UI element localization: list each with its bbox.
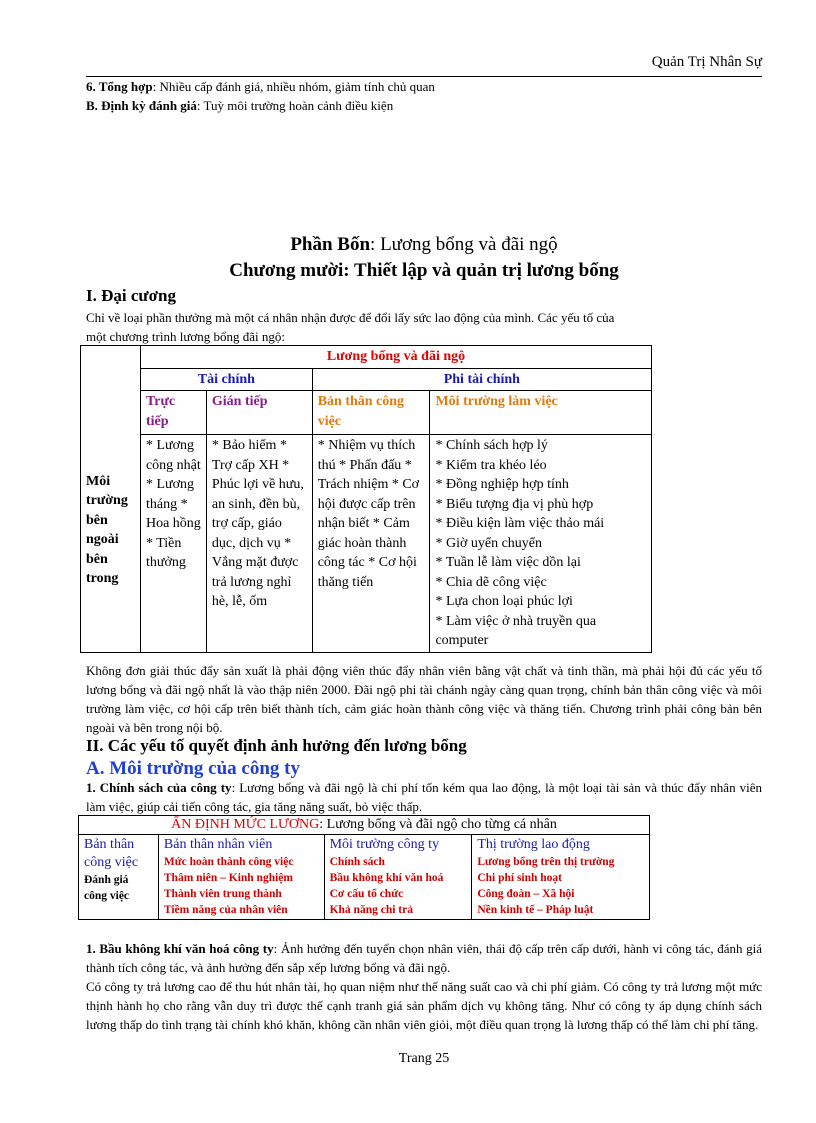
section-1-para-1: Chỉ về loại phần thưởng mà một cá nhân nhận được để đổi lấy sức lao động của mình. Các yếu tố của [86, 310, 615, 325]
market-factor-item: Nền kinh tế – Pháp luật [477, 904, 594, 916]
section-2-heading: II. Các yếu tố quyết định ảnh hưởng đến lương bổng [86, 736, 467, 755]
employee-factor-item: Tiềm năng của nhân viên [163, 904, 288, 916]
part-colon: : [370, 234, 376, 255]
col-employee-factors-title: Bản thân nhân viên [163, 837, 273, 852]
job-factor-item: Đánh giá công việc [84, 874, 130, 902]
salary-header-label: ẤN ĐỊNH MỨC LƯƠNG [171, 817, 320, 832]
cell-environment [430, 435, 652, 653]
env-item: * Biểu tượng địa vị phù hợp [435, 496, 594, 512]
chapter-title [86, 260, 762, 282]
intro-1-label: 6. Tổng hợp [86, 79, 153, 94]
culture-text: : Ảnh hưởng đến tuyển chọn nhân viên, thái độ cấp trên cấp dưới, hành vi công tác, đánh giá thành tích công tác, và ảnh hưởng đến sắp xếp lương bổng và đãi ngộ. [86, 941, 762, 975]
env-item: * Kiểm tra khéo léo [435, 457, 547, 473]
chapter-text: : Thiết lập và quản trị lương bổng [343, 260, 619, 281]
part-text: Lương bổng và đãi ngộ [375, 234, 558, 255]
env-item: * Lựa chon loại phúc lợi [435, 594, 573, 609]
cell-job: * Nhiệm vụ thích thú * Phấn đấu * Trách nhiệm * Cơ hội được cấp trên nhận biết * Cảm giác hoàn thành công tác * Cơ hội thăng tiến [312, 435, 430, 653]
env-item: * Giờ uyển chuyển [435, 535, 543, 551]
cell-indirect: * Bảo hiểm * Trợ cấp XH * Phúc lợi về hưu, an sinh, đền bù, trợ cấp, giáo dục, dịch vụ * Vắng mặt được trả lương nghỉ hè, lễ, ốm [206, 435, 312, 653]
page-number: Trang 25 [398, 1051, 450, 1066]
company-factor-item: Chính sách [329, 856, 385, 868]
employee-factor-item: Thành viên trung thành [163, 888, 282, 900]
market-factor-item: Công đoàn – Xã hội [477, 888, 575, 900]
env-item: * Chia dẽ công việc [435, 574, 547, 590]
page-header: Quản Trị Nhân Sự [651, 54, 762, 70]
col-indirect: Gián tiếp [206, 391, 312, 435]
env-item: * Chính sách hợp lý [435, 438, 548, 453]
culture-para [86, 939, 762, 977]
employee-factor-item: Mức hoàn thành công việc [163, 856, 294, 868]
section-1-para-2: một chương trình lương bổng đãi ngộ: [86, 329, 285, 344]
policy-text: : Lương bổng và đãi ngộ là chi phí tốn kém qua lao động, là một loại tài sản và thúc đẩy nhân viên làm việc, giúp cải tiến công tác, gia tăng năng suất, bỏ việc thấp. [86, 780, 762, 814]
policy-label: 1. Chính sách của công ty [86, 780, 232, 795]
para-last: Có công ty trả lương cao để thu hút nhân tài, họ quan niệm như thế năng suất cao và chi phí giảm. Có công ty trả lương một mức thịnh hành họ cho rằng vẫn duy trì được thế cạnh tranh giá sản phẩm dịch vụ không tăng. Như có công ty áp dụng chính sách lương thấp do tình trạng tài chính khó khăn, không cần nhân viên giỏi, một điều quan trọng là lương thấp có thể làm chi phí tăng. [86, 979, 762, 1032]
col-job-factors-title: Bản thân công việc [84, 837, 139, 870]
company-factor-item: Khả năng chi trả [329, 904, 413, 916]
col-market-factors [472, 835, 650, 920]
col-market-factors-title: Thị trường lao động [477, 837, 590, 852]
para-after-table-1: Không đơn giải thúc đẩy sản xuất là phải động viên thúc đẩy nhân viên bằng vật chất và tinh thần, mà phải hội đủ các yếu tố lương bổng và đãi ngộ nhất là vào thập niên 2000. Đãi ngộ phi tài chánh ngày càng quan trọng, chính bản thân công việc và môi trường làm việc, cơ hội cấp trên biết thành tích, cảm giác hoàn thành công việc và thăng tiến. Chương trình phải công bản bên ngoài và bên trong nội bộ. [86, 663, 762, 735]
col-job: Bản thân công việc [312, 391, 430, 435]
cell-direct: * Lương công nhật * Lương tháng * Hoa hồng * Tiền thưởng [140, 435, 206, 653]
col-environment: Môi trường làm việc [430, 391, 652, 435]
col-direct: Trực tiếp [140, 391, 206, 435]
intro-1-text: : Nhiều cấp đánh giá, nhiều nhóm, giảm tính chủ quan [152, 79, 435, 94]
culture-label: 1. Bầu không khí văn hoá công ty [86, 941, 274, 956]
section-1-heading: I. Đại cương [86, 286, 176, 305]
market-factor-item: Lương bổng trên thị trường [477, 856, 615, 868]
employee-factor-item: Thâm niên – Kinh nghiệm [163, 872, 293, 884]
intro-line-2 [86, 96, 762, 115]
env-item: * Điều kiện làm việc thảo mái [435, 516, 605, 531]
env-item: * Làm việc ở nhà truyền qua computer [435, 613, 597, 648]
company-factor-item: Bầu không khí văn hoá [329, 872, 444, 884]
row-label: Môi trường bên ngoài bên trong [81, 346, 141, 653]
salary-header-text: : Lương bổng và đãi ngộ cho từng cá nhân [319, 817, 557, 832]
env-item: * Tuần lễ làm việc dồn lại [435, 555, 581, 570]
compensation-table [80, 345, 652, 653]
salary-table-header [79, 816, 650, 835]
col-job-factors [79, 835, 159, 920]
env-item: * Đồng nghiệp hợp tính [435, 477, 569, 492]
intro-2-label: B. Định kỳ đánh giá [86, 98, 197, 113]
market-factor-item: Chi phí sinh hoạt [477, 872, 563, 884]
intro-line-1 [86, 77, 762, 96]
header-compensation: Lương bổng và đãi ngộ [140, 346, 651, 369]
section-a-heading: A. Môi trường của công ty [86, 758, 301, 779]
chapter-label: Chương mười [229, 260, 344, 281]
col-employee-factors [158, 835, 324, 920]
part-label: Phần Bốn [290, 234, 371, 255]
salary-table [78, 815, 650, 920]
col-company-factors [324, 835, 472, 920]
intro-2-text: : Tuỳ môi trường hoàn cảnh điều kiện [196, 98, 394, 113]
header-non-financial: Phi tài chính [312, 368, 651, 391]
company-factor-item: Cơ cấu tổ chức [329, 888, 404, 900]
col-company-factors-title: Môi trường công ty [329, 837, 440, 852]
part-title [86, 234, 762, 256]
header-financial: Tài chính [140, 368, 312, 391]
policy-para [86, 778, 762, 816]
